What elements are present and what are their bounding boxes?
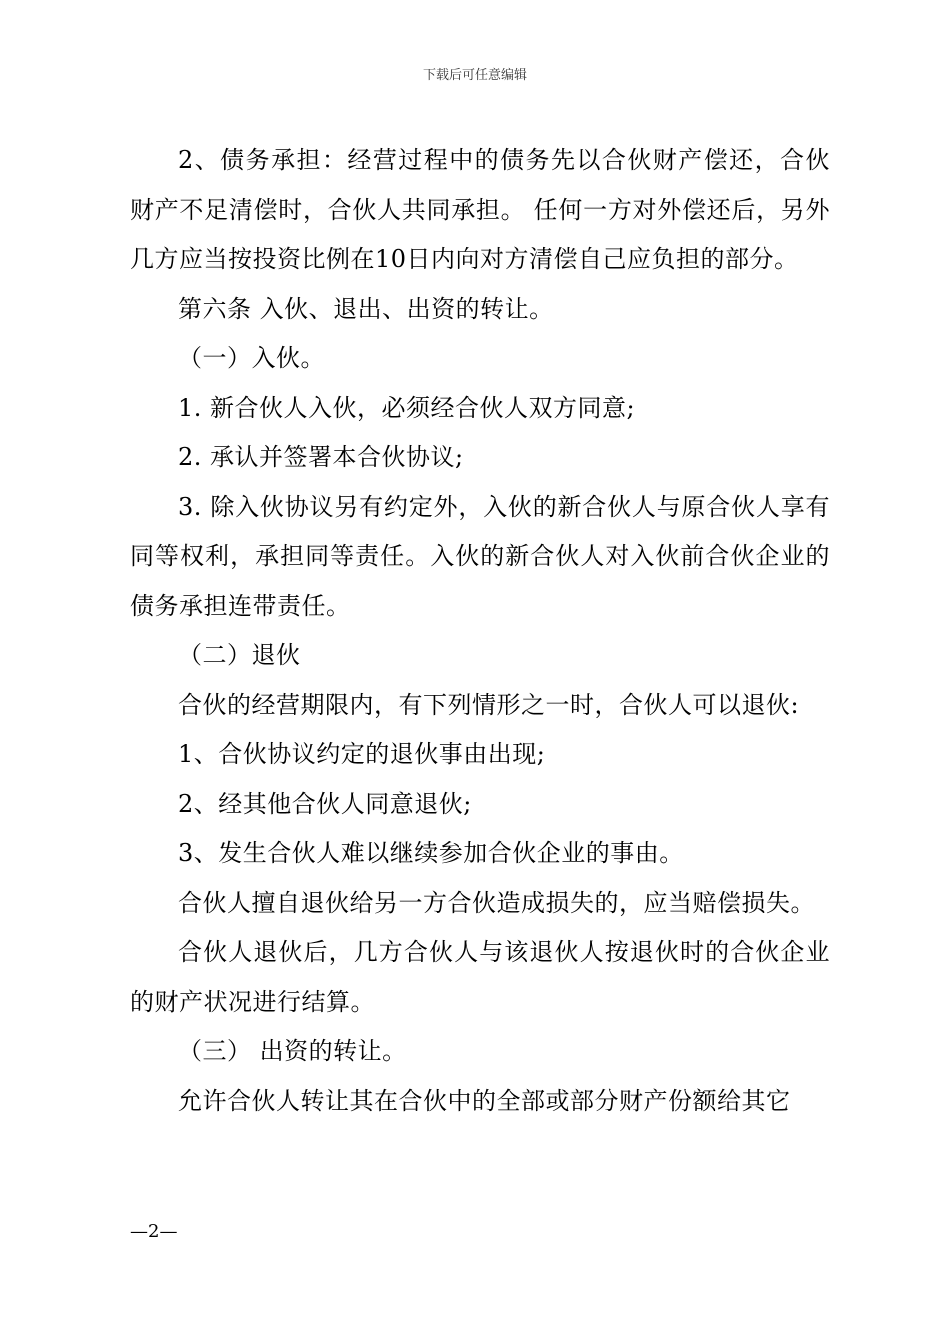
withdrawal-item-2: 2、经其他合伙人同意退伙; — [178, 789, 472, 818]
page-header: 下载后可任意编辑 — [422, 68, 527, 83]
section-admission-heading: （一）入伙。 — [178, 344, 325, 372]
withdrawal-item-3: 3、发生合伙人难以继续参加合伙企业的事由。 — [178, 839, 684, 867]
admission-item-1: 1. 新合伙人入伙，必须经合伙人双方同意; — [178, 393, 636, 422]
page-number: —2— — [130, 1221, 178, 1242]
document-body — [130, 136, 830, 1126]
admission-item-3: 3. 除入伙协议另有约定外，入伙的新合伙人与原合伙人享有同等权利，承担同等责任。入伙的新合伙人对入伙前合伙企业的债务承担连带责任。 — [130, 492, 830, 620]
section-transfer-heading: （三） 出资的转让。 — [178, 1037, 407, 1065]
paragraph-debt-bearing: 2、债务承担：经营过程中的债务先以合伙财产偿还，合伙财产不足清偿时，合伙人共同承担。 任何一方对外偿还后，另外几方应当按投资比例在10日内向对方清偿自己应负担的部分。 — [130, 146, 830, 273]
withdrawal-item-1: 1、合伙协议约定的退伙事由出现; — [178, 740, 546, 768]
transfer-clause: 允许合伙人转让其在合伙中的全部或部分财产份额给其它 — [178, 1086, 791, 1115]
withdrawal-settlement-clause: 合伙人退伙后，几方合伙人与该退伙人按退伙时的合伙企业的财产状况进行结算。 — [130, 938, 830, 1016]
admission-item-2: 2. 承认并签署本合伙协议; — [178, 443, 464, 471]
withdrawal-intro: 合伙的经营期限内，有下列情形之一时，合伙人可以退伙: — [178, 690, 800, 719]
unauthorized-withdrawal-clause: 合伙人擅自退伙给另一方合伙造成损失的，应当赔偿损失。 — [178, 888, 815, 917]
section-withdrawal-heading: （二）退伙 — [178, 641, 301, 669]
article-six-heading: 第六条 入伙、退出、出资的转让。 — [178, 294, 554, 323]
